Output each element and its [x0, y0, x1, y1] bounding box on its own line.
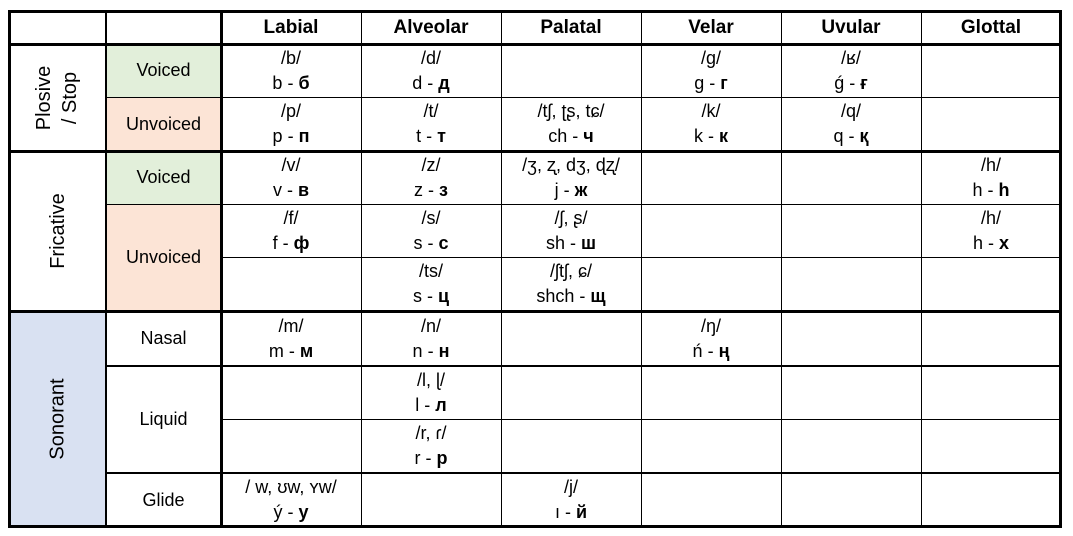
group-label-line: / Stop	[59, 71, 82, 124]
cyrillic-letter: л	[435, 394, 447, 415]
group-separator	[9, 150, 1061, 153]
table-border-top	[8, 10, 1062, 13]
latin-letter: q	[833, 126, 844, 146]
subgroup-label-text: Voiced	[136, 60, 191, 80]
transliteration	[273, 124, 310, 149]
separator-dash: -	[281, 179, 298, 200]
phoneme-cell	[781, 97, 921, 151]
separator-dash: -	[704, 72, 721, 93]
phoneme-cell	[221, 151, 361, 204]
column-header-label: Uvular	[821, 16, 881, 38]
latin-letter: ý	[273, 502, 283, 522]
transliteration	[548, 124, 593, 149]
cyrillic-letter: г	[720, 72, 728, 93]
cyrillic-letter: м	[299, 340, 314, 361]
latin-letter: s	[413, 232, 423, 253]
ipa-symbol: /r, ɾ/	[415, 423, 447, 443]
grid-line-v	[220, 11, 223, 527]
phoneme-cell	[641, 97, 781, 151]
cyrillic-letter: ц	[437, 286, 450, 306]
grid-line-h	[106, 97, 221, 98]
latin-letter: ch	[548, 126, 568, 146]
subgroup-label-text: Unvoiced	[125, 113, 202, 134]
cyrillic-letter: ң	[718, 340, 730, 361]
ipa-symbol: /f/	[283, 207, 299, 228]
cyrillic-letter: қ	[859, 126, 869, 146]
latin-letter: l	[415, 394, 420, 415]
transliteration	[694, 124, 728, 149]
subgroup-label-text: Voiced	[136, 167, 191, 187]
separator-dash: -	[558, 179, 575, 200]
separator-dash: -	[702, 126, 719, 146]
transliteration	[833, 124, 868, 149]
transliteration	[413, 284, 449, 309]
latin-letter: m	[268, 340, 284, 361]
phoneme-cell	[641, 44, 781, 97]
subgroup-label-unvoiced-plosive	[106, 97, 221, 151]
latin-letter: r	[414, 448, 421, 468]
group-label-text	[44, 378, 70, 459]
latin-letter: g	[694, 72, 705, 93]
latin-letter: j	[554, 179, 559, 200]
transliteration	[416, 124, 446, 149]
transliteration	[273, 500, 308, 525]
phoneme-cell	[501, 473, 641, 527]
phoneme-cell	[221, 311, 361, 366]
ipa-symbol: /d/	[420, 47, 441, 68]
transliteration	[412, 71, 449, 96]
latin-letter: z	[414, 179, 424, 200]
latin-letter: ń	[692, 340, 703, 361]
phoneme-cell	[361, 97, 501, 151]
phoneme-cell	[221, 44, 361, 97]
subgroup-label-nasal	[106, 311, 221, 366]
group-label-text	[44, 193, 70, 269]
ipa-symbol: /ʃtʃ, ɕ/	[549, 261, 592, 281]
group-label-line: Fricative	[46, 193, 69, 269]
separator-dash: -	[844, 72, 861, 93]
cyrillic-letter: һ	[998, 179, 1010, 200]
separator-dash: -	[843, 126, 860, 146]
phoneme-cell	[921, 204, 1061, 257]
separator-dash: -	[559, 502, 576, 522]
group-label-line: Sonorant	[46, 378, 69, 460]
transliteration	[273, 231, 310, 256]
grid-line-v	[105, 11, 107, 527]
ipa-symbol: /tʃ, ʈʂ, tɕ/	[537, 101, 605, 121]
ipa-symbol: / w, ʊw, ʏw/	[245, 477, 337, 497]
column-header-uvular	[781, 11, 921, 44]
cyrillic-letter: ғ	[860, 72, 868, 93]
latin-letter: sh	[545, 232, 565, 253]
phoneme-cell	[921, 151, 1061, 204]
column-header-alveolar	[361, 11, 501, 44]
separator-dash: -	[565, 232, 581, 253]
transliteration	[546, 231, 596, 256]
separator-dash: -	[419, 394, 436, 415]
phoneme-cell	[361, 204, 501, 257]
cyrillic-letter: й	[575, 502, 588, 522]
latin-letter: shch	[536, 286, 575, 306]
cyrillic-letter: ч	[583, 126, 594, 146]
transliteration	[972, 178, 1009, 203]
separator-dash: -	[283, 340, 300, 361]
latin-letter: n	[412, 340, 423, 361]
separator-dash: -	[421, 286, 438, 306]
subgroup-label-text: Glide	[142, 489, 185, 510]
subgroup-label-liquid	[106, 366, 221, 473]
ipa-symbol: /z/	[421, 154, 441, 175]
grid-line-h	[106, 365, 1061, 367]
separator-dash: -	[423, 179, 440, 200]
separator-dash: -	[277, 232, 294, 253]
grid-line-v	[921, 11, 922, 527]
transliteration	[834, 71, 868, 96]
separator-dash: -	[983, 232, 999, 253]
grid-line-v	[781, 11, 782, 527]
group-label-line: Plosive	[33, 65, 56, 130]
phoneme-cell	[501, 97, 641, 151]
phoneme-cell	[221, 204, 361, 257]
transliteration	[415, 393, 446, 418]
ipa-symbol: /ʁ/	[841, 47, 861, 68]
grid-line-v	[501, 11, 502, 527]
ipa-symbol: /g/	[700, 47, 721, 68]
separator-dash: -	[422, 340, 439, 361]
ipa-symbol: /ŋ/	[700, 315, 721, 336]
separator-dash: -	[282, 502, 299, 522]
transliteration	[414, 178, 448, 203]
ipa-symbol: /s/	[421, 207, 441, 228]
separator-dash: -	[574, 286, 591, 306]
group-label-sonorant	[9, 311, 106, 527]
phoneme-cell	[501, 257, 641, 311]
transliteration	[413, 231, 448, 256]
grid-line-h	[9, 43, 1061, 46]
phoneme-cell	[221, 97, 361, 151]
ipa-symbol: /k/	[701, 101, 721, 121]
phoneme-cell	[221, 473, 361, 527]
ipa-symbol: /ʃ, ʂ/	[554, 207, 588, 228]
subgroup-label-glide	[106, 473, 221, 527]
ipa-symbol: /v/	[281, 154, 301, 175]
separator-dash: -	[702, 340, 719, 361]
separator-dash: -	[567, 126, 584, 146]
latin-letter: d	[412, 72, 423, 93]
ipa-symbol: /l, ɭ/	[416, 369, 445, 390]
separator-dash: -	[422, 232, 439, 253]
phoneme-cell	[501, 204, 641, 257]
cyrillic-letter: ж	[574, 179, 588, 200]
column-header-label: Glottal	[960, 16, 1022, 38]
phoneme-cell	[361, 151, 501, 204]
column-header-palatal	[501, 11, 641, 44]
ipa-symbol: /j/	[563, 477, 578, 497]
latin-letter: f	[272, 232, 278, 253]
table-border-right	[1059, 10, 1062, 527]
table-border-bottom	[8, 525, 1062, 528]
latin-letter: b	[272, 72, 283, 93]
subgroup-label-unvoiced-fricative	[106, 204, 221, 311]
group-label-plosive	[9, 44, 106, 151]
column-header-glottal	[921, 11, 1061, 44]
column-header-label: Palatal	[540, 16, 602, 38]
cyrillic-letter: п	[298, 126, 310, 146]
grid-line-h	[106, 472, 1061, 474]
latin-letter: ǵ	[834, 72, 845, 93]
group-separator	[9, 310, 1061, 313]
column-header-label: Labial	[263, 16, 319, 38]
table-border-left	[8, 10, 11, 527]
latin-letter: h	[972, 179, 983, 200]
cyrillic-letter: н	[438, 340, 450, 361]
cyrillic-letter: т	[437, 126, 446, 146]
separator-dash: -	[420, 448, 437, 468]
cyrillic-letter: б	[298, 72, 310, 93]
column-header-label: Velar	[688, 16, 734, 38]
ipa-symbol: /b/	[280, 47, 301, 68]
cyrillic-letter: к	[718, 126, 728, 146]
phoneme-cell	[361, 419, 501, 473]
cyrillic-letter: в	[297, 179, 310, 200]
phoneme-cell	[781, 44, 921, 97]
transliteration	[536, 284, 605, 309]
transliteration	[272, 71, 309, 96]
cyrillic-letter: щ	[590, 286, 606, 306]
phoneme-cell	[361, 257, 501, 311]
ipa-symbol: /ʒ, ʐ, dʒ, ɖʐ/	[522, 154, 620, 175]
subgroup-label-text: Liquid	[139, 409, 188, 429]
phoneme-cell	[361, 44, 501, 97]
transliteration	[269, 339, 313, 364]
transliteration	[415, 446, 448, 471]
separator-dash: -	[282, 72, 299, 93]
transliteration	[273, 178, 309, 203]
latin-letter: k	[693, 126, 703, 146]
latin-letter: ı	[554, 502, 560, 522]
ipa-symbol: /h/	[980, 207, 1001, 228]
cyrillic-letter: д	[438, 72, 450, 93]
cyrillic-letter: ш	[581, 232, 597, 253]
latin-letter: t	[416, 126, 422, 146]
column-header-label: Alveolar	[393, 16, 469, 38]
cyrillic-letter: с	[438, 232, 449, 253]
cyrillic-letter: у	[298, 502, 309, 522]
transliteration	[973, 231, 1009, 256]
latin-letter: p	[272, 126, 283, 146]
separator-dash: -	[422, 72, 439, 93]
cyrillic-letter: х	[999, 232, 1010, 253]
separator-dash: -	[421, 126, 438, 146]
cyrillic-letter: ф	[293, 232, 310, 253]
cyrillic-letter: з	[439, 179, 448, 200]
phoneme-cell	[361, 366, 501, 419]
column-header-labial	[221, 11, 361, 44]
ipa-symbol: /q/	[840, 101, 861, 121]
group-label-fricative	[9, 151, 106, 311]
phoneme-cell	[641, 311, 781, 366]
ipa-symbol: /h/	[980, 154, 1001, 175]
transliteration	[555, 500, 587, 525]
transliteration	[555, 178, 588, 203]
phoneme-cell	[501, 151, 641, 204]
phoneme-cell	[361, 311, 501, 366]
ipa-symbol: /n/	[420, 315, 441, 336]
column-header-velar	[641, 11, 781, 44]
subgroup-label-text: Nasal	[140, 328, 187, 348]
subgroup-label-voiced-plosive	[106, 44, 221, 97]
group-label-text	[31, 65, 83, 129]
separator-dash: -	[282, 126, 299, 146]
ipa-symbol: /ts/	[418, 261, 443, 281]
ipa-symbol: /m/	[278, 315, 304, 336]
latin-letter: v	[272, 179, 282, 200]
subgroup-label-voiced-fricative	[106, 151, 221, 204]
latin-letter: h	[972, 232, 983, 253]
transliteration	[413, 339, 450, 364]
separator-dash: -	[982, 179, 999, 200]
transliteration	[694, 71, 728, 96]
grid-line-h	[106, 204, 221, 205]
latin-letter: s	[412, 286, 422, 306]
grid-line-v	[641, 11, 642, 527]
grid-line-v	[361, 11, 362, 527]
ipa-symbol: /t/	[423, 101, 439, 121]
transliteration	[693, 339, 730, 364]
subgroup-label-text: Unvoiced	[125, 247, 202, 267]
ipa-symbol: /p/	[280, 101, 301, 121]
cyrillic-letter: р	[436, 448, 448, 468]
